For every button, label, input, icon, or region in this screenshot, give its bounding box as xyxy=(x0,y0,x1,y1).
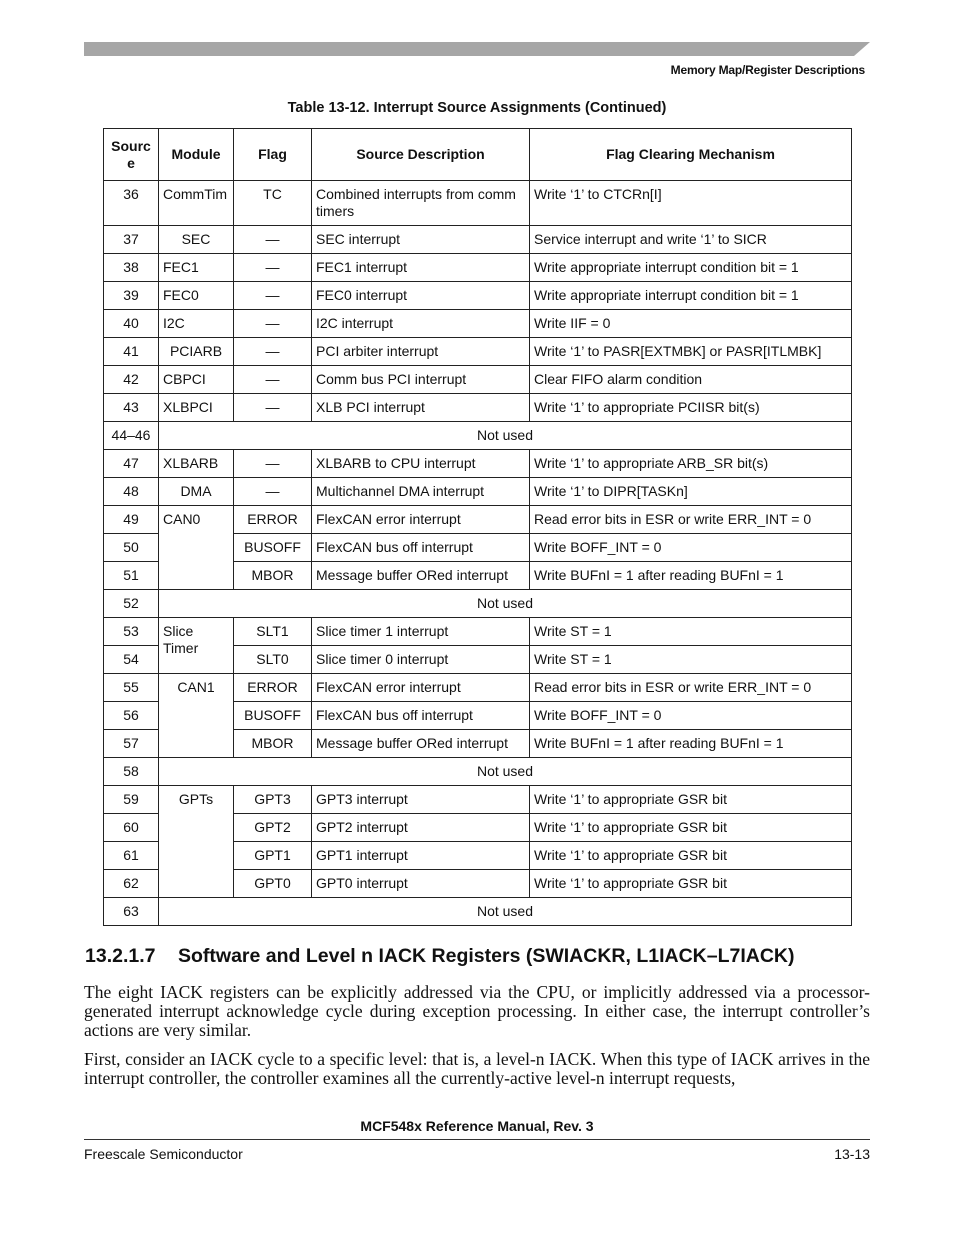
cell-flag-clearing: Write BUFnI = 1 after reading BUFnI = 1 xyxy=(530,562,852,590)
cell-flag: MBOR xyxy=(234,730,312,758)
cell-source-description: FEC1 interrupt xyxy=(312,254,530,282)
cell-source-description: Multichannel DMA interrupt xyxy=(312,478,530,506)
cell-flag: ERROR xyxy=(234,506,312,534)
table-row xyxy=(104,618,852,646)
cell-module: CAN0 xyxy=(159,506,234,590)
cell-flag-clearing: Write ST = 1 xyxy=(530,646,852,674)
cell-flag: — xyxy=(234,394,312,422)
table-row xyxy=(104,450,852,478)
cell-source-description: GPT2 interrupt xyxy=(312,814,530,842)
cell-flag-clearing: Write ‘1’ to appropriate ARB_SR bit(s) xyxy=(530,450,852,478)
cell-flag: — xyxy=(234,478,312,506)
cell-source: 39 xyxy=(104,282,159,310)
cell-flag: BUSOFF xyxy=(234,534,312,562)
cell-flag-clearing: Write ‘1’ to CTCRn[I] xyxy=(530,181,852,226)
cell-source: 54 xyxy=(104,646,159,674)
table-row xyxy=(104,674,852,702)
cell-source-description: FlexCAN bus off interrupt xyxy=(312,702,530,730)
cell-source: 38 xyxy=(104,254,159,282)
cell-source: 57 xyxy=(104,730,159,758)
footer-rule xyxy=(84,1139,870,1140)
cell-source: 51 xyxy=(104,562,159,590)
section-number: 13.2.1.7 xyxy=(85,945,156,967)
cell-source: 47 xyxy=(104,450,159,478)
col-header-flag: Flag xyxy=(234,129,312,181)
cell-flag-clearing: Read error bits in ESR or write ERR_INT = 0 xyxy=(530,506,852,534)
cell-flag-clearing: Service interrupt and write ‘1’ to SICR xyxy=(530,226,852,254)
body-paragraph: First, consider an IACK cycle to a specific level: that is, a level-n IACK. When this type of IACK arrives in the interrupt controller, the controller examines all the currently-active level-n interrupt requests, xyxy=(84,1049,870,1088)
cell-source-description: FEC0 interrupt xyxy=(312,282,530,310)
cell-source: 58 xyxy=(104,758,159,786)
table-body xyxy=(104,181,852,926)
cell-flag-clearing: Write BOFF_INT = 0 xyxy=(530,534,852,562)
header-bar xyxy=(84,42,870,56)
cell-not-used: Not used xyxy=(159,898,852,926)
table-row xyxy=(104,366,852,394)
cell-flag-clearing: Read error bits in ESR or write ERR_INT = 0 xyxy=(530,674,852,702)
cell-flag: GPT1 xyxy=(234,842,312,870)
cell-source: 62 xyxy=(104,870,159,898)
cell-flag: SLT0 xyxy=(234,646,312,674)
cell-module: XLBPCI xyxy=(159,394,234,422)
cell-source-description: XLB PCI interrupt xyxy=(312,394,530,422)
cell-source: 56 xyxy=(104,702,159,730)
cell-flag-clearing: Write ‘1’ to appropriate GSR bit xyxy=(530,870,852,898)
footer-company: Freescale Semiconductor xyxy=(84,1146,243,1162)
footer-manual-title: MCF548x Reference Manual, Rev. 3 xyxy=(360,1118,594,1134)
cell-module: XLBARB xyxy=(159,450,234,478)
cell-flag-clearing: Write ‘1’ to DIPR[TASKn] xyxy=(530,478,852,506)
cell-module: FEC1 xyxy=(159,254,234,282)
table-row xyxy=(104,590,852,618)
cell-source: 42 xyxy=(104,366,159,394)
cell-source-description: Slice timer 0 interrupt xyxy=(312,646,530,674)
cell-flag: — xyxy=(234,338,312,366)
cell-flag: — xyxy=(234,366,312,394)
cell-flag: ERROR xyxy=(234,674,312,702)
table-row xyxy=(104,181,852,226)
cell-flag-clearing: Write ST = 1 xyxy=(530,618,852,646)
interrupt-source-table xyxy=(103,128,852,926)
cell-source: 50 xyxy=(104,534,159,562)
cell-source-description: PCI arbiter interrupt xyxy=(312,338,530,366)
cell-module: DMA xyxy=(159,478,234,506)
cell-module: CBPCI xyxy=(159,366,234,394)
cell-flag: SLT1 xyxy=(234,618,312,646)
cell-flag-clearing: Write ‘1’ to appropriate PCIISR bit(s) xyxy=(530,394,852,422)
cell-source-description: GPT1 interrupt xyxy=(312,842,530,870)
cell-module: GPTs xyxy=(159,786,234,898)
section-heading xyxy=(85,945,795,968)
table-row xyxy=(104,786,852,814)
cell-flag: — xyxy=(234,450,312,478)
cell-source-description: I2C interrupt xyxy=(312,310,530,338)
table-row xyxy=(104,422,852,450)
cell-flag-clearing: Write appropriate interrupt condition bit = 1 xyxy=(530,282,852,310)
cell-flag: — xyxy=(234,254,312,282)
cell-source: 52 xyxy=(104,590,159,618)
cell-not-used: Not used xyxy=(159,422,852,450)
cell-flag-clearing: Write BOFF_INT = 0 xyxy=(530,702,852,730)
cell-flag: — xyxy=(234,282,312,310)
cell-module: CommTim xyxy=(159,181,234,226)
cell-source-description: Message buffer ORed interrupt xyxy=(312,730,530,758)
cell-source-description: Comm bus PCI interrupt xyxy=(312,366,530,394)
cell-source: 44–46 xyxy=(104,422,159,450)
table-row xyxy=(104,898,852,926)
col-header-module: Module xyxy=(159,129,234,181)
cell-module: SEC xyxy=(159,226,234,254)
cell-flag-clearing: Write IIF = 0 xyxy=(530,310,852,338)
cell-flag-clearing: Write ‘1’ to appropriate GSR bit xyxy=(530,786,852,814)
col-header-source: Source xyxy=(104,129,159,181)
footer-page-number: 13-13 xyxy=(834,1146,870,1162)
table-row xyxy=(104,254,852,282)
cell-source: 53 xyxy=(104,618,159,646)
cell-source: 60 xyxy=(104,814,159,842)
cell-flag: GPT0 xyxy=(234,870,312,898)
cell-source-description: XLBARB to CPU interrupt xyxy=(312,450,530,478)
cell-not-used: Not used xyxy=(159,758,852,786)
cell-flag-clearing: Write ‘1’ to appropriate GSR bit xyxy=(530,842,852,870)
running-header: Memory Map/Register Descriptions xyxy=(670,63,865,77)
cell-source: 40 xyxy=(104,310,159,338)
cell-source: 49 xyxy=(104,506,159,534)
cell-source: 59 xyxy=(104,786,159,814)
cell-flag: — xyxy=(234,226,312,254)
cell-flag: GPT2 xyxy=(234,814,312,842)
cell-source: 48 xyxy=(104,478,159,506)
cell-flag: BUSOFF xyxy=(234,702,312,730)
cell-source-description: Combined interrupts from comm timers xyxy=(312,181,530,226)
cell-flag: GPT3 xyxy=(234,786,312,814)
cell-source: 55 xyxy=(104,674,159,702)
section-title: Software and Level n IACK Registers (SWIACKR, L1IACK–L7IACK) xyxy=(178,945,795,967)
col-header-flag-clearing-mechanism: Flag Clearing Mechanism xyxy=(530,129,852,181)
table-row xyxy=(104,758,852,786)
body-paragraph: The eight IACK registers can be explicitly addressed via the CPU, or implicitly addressed via a processor-generated interrupt acknowledge cycle during exception processing. In either case, the interrupt controller’s actions are very similar. xyxy=(84,982,870,1040)
table-row xyxy=(104,338,852,366)
table-header-row xyxy=(104,129,852,181)
table-row xyxy=(104,394,852,422)
cell-module: CAN1 xyxy=(159,674,234,758)
cell-source-description: FlexCAN error interrupt xyxy=(312,674,530,702)
table-row xyxy=(104,478,852,506)
cell-flag: MBOR xyxy=(234,562,312,590)
cell-source: 43 xyxy=(104,394,159,422)
cell-source-description: FlexCAN bus off interrupt xyxy=(312,534,530,562)
cell-source: 36 xyxy=(104,181,159,226)
cell-flag: TC xyxy=(234,181,312,226)
cell-source: 63 xyxy=(104,898,159,926)
cell-source-description: GPT0 interrupt xyxy=(312,870,530,898)
cell-source: 37 xyxy=(104,226,159,254)
cell-flag-clearing: Write ‘1’ to PASR[EXTMBK] or PASR[ITLMBK] xyxy=(530,338,852,366)
cell-not-used: Not used xyxy=(159,590,852,618)
cell-flag-clearing: Write ‘1’ to appropriate GSR bit xyxy=(530,814,852,842)
cell-flag-clearing: Clear FIFO alarm condition xyxy=(530,366,852,394)
cell-source-description: GPT3 interrupt xyxy=(312,786,530,814)
cell-source: 61 xyxy=(104,842,159,870)
cell-source: 41 xyxy=(104,338,159,366)
cell-source-description: FlexCAN error interrupt xyxy=(312,506,530,534)
table-row xyxy=(104,506,852,534)
table-row xyxy=(104,310,852,338)
cell-source-description: SEC interrupt xyxy=(312,226,530,254)
cell-module: I2C xyxy=(159,310,234,338)
table-row xyxy=(104,226,852,254)
cell-module: FEC0 xyxy=(159,282,234,310)
cell-flag-clearing: Write BUFnI = 1 after reading BUFnI = 1 xyxy=(530,730,852,758)
cell-flag: — xyxy=(234,310,312,338)
cell-source-description: Slice timer 1 interrupt xyxy=(312,618,530,646)
cell-module: Slice Timer xyxy=(159,618,234,674)
table-row xyxy=(104,282,852,310)
col-header-source-description: Source Description xyxy=(312,129,530,181)
cell-module: PCIARB xyxy=(159,338,234,366)
cell-flag-clearing: Write appropriate interrupt condition bit = 1 xyxy=(530,254,852,282)
table-caption: Table 13-12. Interrupt Source Assignments (Continued) xyxy=(287,100,667,116)
cell-source-description: Message buffer ORed interrupt xyxy=(312,562,530,590)
